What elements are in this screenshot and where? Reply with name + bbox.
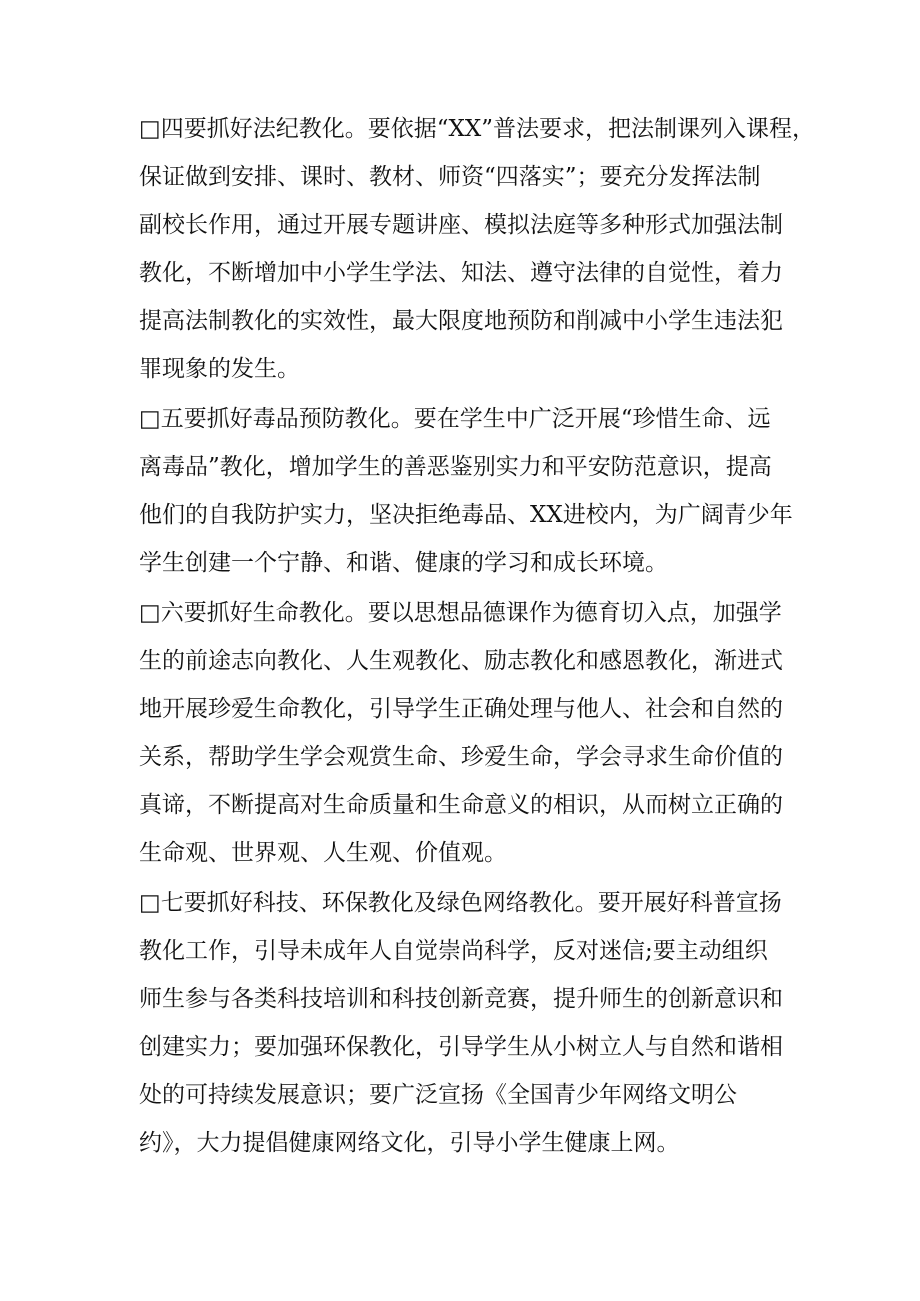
paragraph-4-line-4: 教化，不断增加中小学生学法、知法、遵守法律的自觉性，着力 [139,260,783,286]
paragraph-6-line-6: 生命观、世界观、人生观、价值观。 [139,840,507,866]
paragraph-7-line-4: 创建实力；要加强环保教化，引导学生从小树立人与自然和谐相 [139,1034,783,1060]
paragraph-7-line-2: 教化工作，引导未成年人自觉崇尚科学，反对迷信;要主动组织 [139,938,768,964]
paragraph-4-line-6: 罪现象的发生。 [139,356,300,382]
paragraph-7-line-5: 处的可持续发展意识；要广泛宣扬《全国青少年网络文明公 [139,1082,737,1108]
paragraph-5-line-4: 学生创建一个宁静、和谐、健康的学习和成长环境。 [139,550,668,576]
paragraph-6-line-3: 地开展珍爱生命教化，引导学生正确处理与他人、社会和自然的 [139,696,783,722]
paragraph-4-line-5: 提高法制教化的实效性，最大限度地预防和削减中小学生违法犯 [139,308,783,334]
paragraph-4-line-3: 副校长作用，通过开展专题讲座、模拟法庭等多种形式加强法制 [139,212,783,238]
paragraph-6-line-4: 关系，帮助学生学会观赏生命、珍爱生命，学会寻求生命价值的 [139,744,783,770]
paragraph-4-line-2: 保证做到安排、课时、教材、师资“四落实”；要充分发挥法制 [139,164,761,190]
paragraph-5-line-2: 离毒品”教化，增加学生的善恶鉴别实力和平安防范意识，提高 [139,454,772,480]
paragraph-7-line-3: 师生参与各类科技培训和科技创新竞赛，提升师生的创新意识和 [139,986,783,1012]
paragraph-7-line-1: □七要抓好科技、环保教化及绿色网络教化。要开展好科普宣扬 [139,890,782,916]
paragraph-5-line-1: □五要抓好毒品预防教化。要在学生中广泛开展“珍惜生命、远 [139,406,771,432]
paragraph-7-line-6: 约》，大力提倡健康网络文化，引导小学生健康上网。 [139,1130,680,1156]
paragraph-4-line-1: □四要抓好法纪教化。要依据“XX”普法要求，把法制课列入课程， [139,116,815,142]
paragraph-6-line-1: □六要抓好生命教化。要以思想品德课作为德育切入点，加强学 [139,600,782,626]
paragraph-5-line-3: 他们的自我防护实力，坚决拒绝毒品、XX进校内，为广阔青少年 [139,502,793,528]
paragraph-6-line-2: 生的前途志向教化、人生观教化、励志教化和感恩教化，渐进式 [139,648,783,674]
paragraph-6-line-5: 真谛，不断提高对生命质量和生命意义的相识，从而树立正确的 [139,792,783,818]
